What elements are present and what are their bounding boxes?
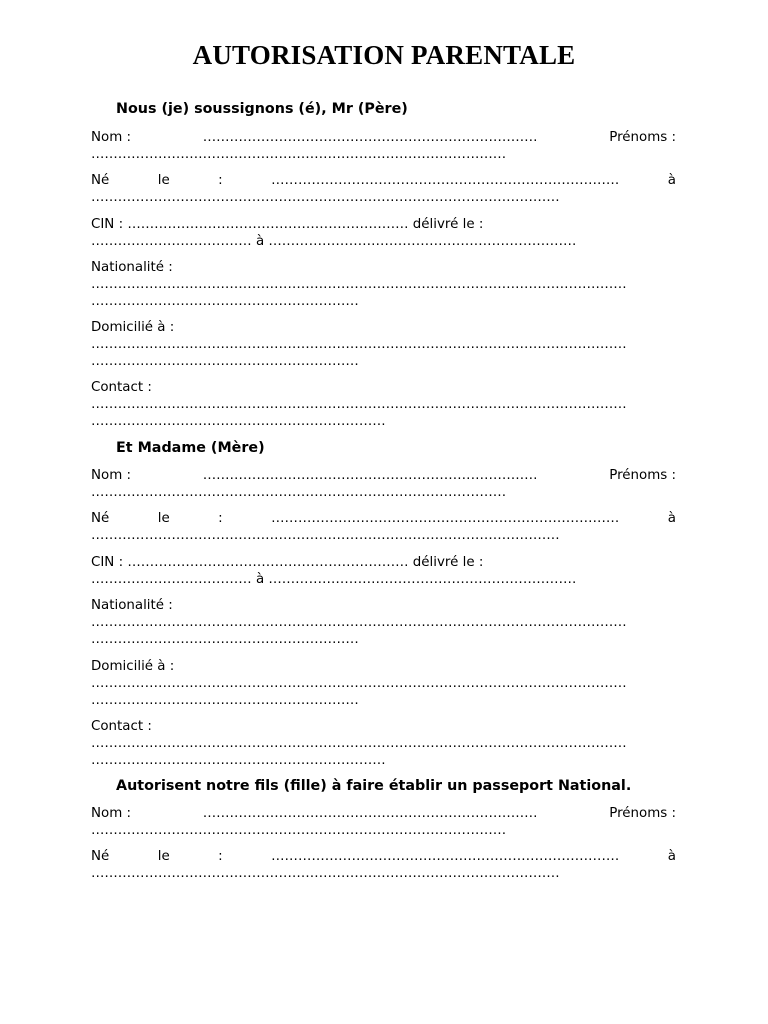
le-label: le — [157, 173, 170, 188]
birth-date-dots: …………………………………………………………………… — [271, 849, 620, 864]
mother-nom-field — [91, 467, 676, 501]
contact-dots-1: ………………………………………………………………………………………………………… — [91, 397, 627, 412]
birth-place-dots: …………………………………………………………………………………………… — [91, 190, 560, 205]
nationalite-dots-1: ………………………………………………………………………………………………………… — [91, 277, 627, 292]
domicile-dots-1: ………………………………………………………………………………………………………… — [91, 337, 627, 352]
father-nom-field — [91, 129, 676, 163]
domicile-dots-1: ………………………………………………………………………………………………………… — [91, 676, 627, 691]
nationalite-dots-2: …………………………………………………… — [91, 294, 359, 309]
cin-line: CIN : ……………………………………………………… délivré le : — [91, 217, 484, 232]
domicile-dots-2: …………………………………………………… — [91, 354, 359, 369]
nationalite-label: Nationalité : — [91, 598, 173, 613]
mother-heading: Et Madame (Mère) — [116, 440, 265, 456]
domicile-label: Domicilié à : — [91, 320, 175, 335]
le-label: le — [157, 511, 170, 526]
nom-dots: ………………………………………………………………… — [202, 468, 538, 483]
nom-label: Nom : — [91, 806, 132, 821]
document-title: AUTORISATION PARENTALE — [192, 40, 576, 70]
father-contact-field — [91, 379, 676, 430]
colon-label: : — [218, 173, 223, 188]
birth-place-dots: …………………………………………………………………………………………… — [91, 866, 560, 881]
birth-date-dots: …………………………………………………………………… — [271, 511, 620, 526]
birth-place-dots: …………………………………………………………………………………………… — [91, 528, 560, 543]
prenoms-dots: ………………………………………………………………………………… — [91, 147, 507, 162]
ne-label: Né — [91, 173, 110, 188]
child-birth-field — [91, 848, 676, 882]
le-label: le — [157, 849, 170, 864]
ne-label: Né — [91, 511, 110, 526]
nom-dots: ………………………………………………………………… — [202, 130, 538, 145]
contact-dots-2: ………………………………………………………… — [91, 414, 386, 429]
colon-label: : — [218, 849, 223, 864]
contact-label: Contact : — [91, 380, 152, 395]
domicile-label: Domicilié à : — [91, 659, 175, 674]
father-heading: Nous (je) soussignons (é), Mr (Père) — [116, 101, 408, 117]
mother-contact-field — [91, 718, 676, 769]
prenoms-label: Prénoms : — [609, 468, 676, 483]
domicile-dots-2: …………………………………………………… — [91, 693, 359, 708]
birth-date-dots: …………………………………………………………………… — [271, 173, 620, 188]
nom-dots: ………………………………………………………………… — [202, 806, 538, 821]
nationalite-label: Nationalité : — [91, 260, 173, 275]
father-nationalite-field — [91, 259, 676, 310]
contact-dots-2: ………………………………………………………… — [91, 753, 386, 768]
mother-cin-field — [91, 554, 676, 588]
a-label: à — [667, 173, 676, 188]
father-cin-field — [91, 216, 676, 250]
nom-label: Nom : — [91, 468, 132, 483]
child-nom-field — [91, 805, 676, 839]
prenoms-label: Prénoms : — [609, 130, 676, 145]
child-heading: Autorisent notre fils (fille) à faire établir un passeport National. — [116, 778, 632, 794]
mother-domicile-field — [91, 658, 676, 709]
a-label: à — [667, 849, 676, 864]
contact-label: Contact : — [91, 719, 152, 734]
prenoms-label: Prénoms : — [609, 806, 676, 821]
mother-birth-field — [91, 510, 676, 544]
nationalite-dots-2: …………………………………………………… — [91, 632, 359, 647]
cin-place-line: ……………………………… à …………………………………………………………… — [91, 234, 577, 249]
prenoms-dots: ………………………………………………………………………………… — [91, 485, 507, 500]
a-label: à — [667, 511, 676, 526]
contact-dots-1: ………………………………………………………………………………………………………… — [91, 736, 627, 751]
cin-place-line: ……………………………… à …………………………………………………………… — [91, 572, 577, 587]
cin-line: CIN : ……………………………………………………… délivré le : — [91, 555, 484, 570]
father-birth-field — [91, 172, 676, 206]
colon-label: : — [218, 511, 223, 526]
nationalite-dots-1: ………………………………………………………………………………………………………… — [91, 615, 627, 630]
ne-label: Né — [91, 849, 110, 864]
mother-nationalite-field — [91, 597, 676, 648]
father-domicile-field — [91, 319, 676, 370]
prenoms-dots: ………………………………………………………………………………… — [91, 823, 507, 838]
nom-label: Nom : — [91, 130, 132, 145]
